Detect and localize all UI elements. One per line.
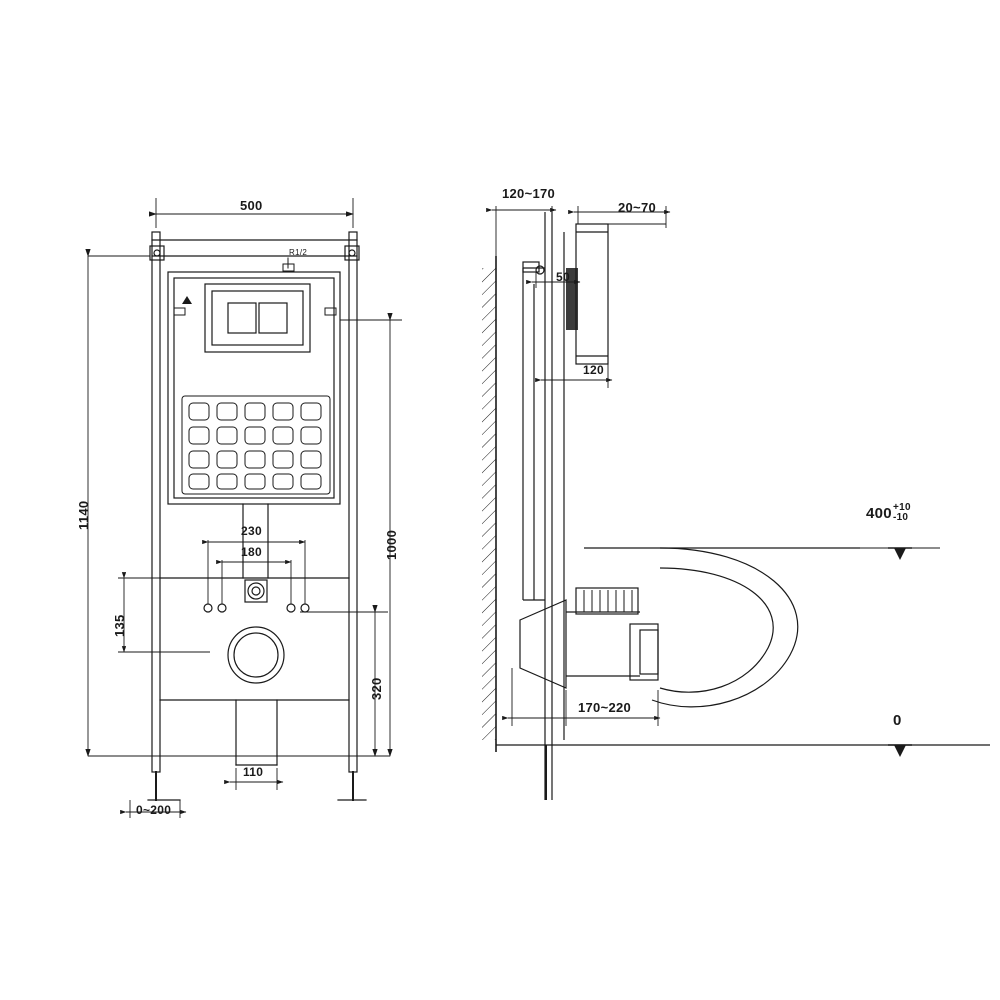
dim-outlet-170-220: 170~220 [578,700,632,715]
front-elevation-view [148,232,366,800]
dim-spacing-230: 230 [241,524,262,538]
dim-panel-20-70: 20~70 [618,200,657,215]
dim-wall-120-170: 120~170 [502,186,556,201]
dim-height-135: 135 [112,614,127,637]
dim-height-1000: 1000 [384,529,399,560]
level-400-group [866,504,911,524]
dim-width-500: 500 [240,198,263,213]
level-400-tolerance [893,503,911,523]
dim-outlet-110: 110 [243,765,264,779]
dim-height-1140: 1140 [76,500,91,530]
level-0-value: 0 [893,712,902,729]
dim-inlet-50: 50 [556,270,570,284]
level-400-value: 400 [866,505,892,523]
tolerance-plus: +10 [892,502,911,513]
side-view-dimensions [492,206,940,757]
dim-plate-120: 120 [583,363,604,377]
dim-height-320: 320 [369,677,384,700]
side-section-view [482,212,990,800]
dim-foot-0-200: 0~200 [136,803,172,817]
tolerance-minus: -10 [892,512,909,524]
label-thread-r12: R1/2 [289,248,308,257]
dim-spacing-180: 180 [241,545,262,559]
